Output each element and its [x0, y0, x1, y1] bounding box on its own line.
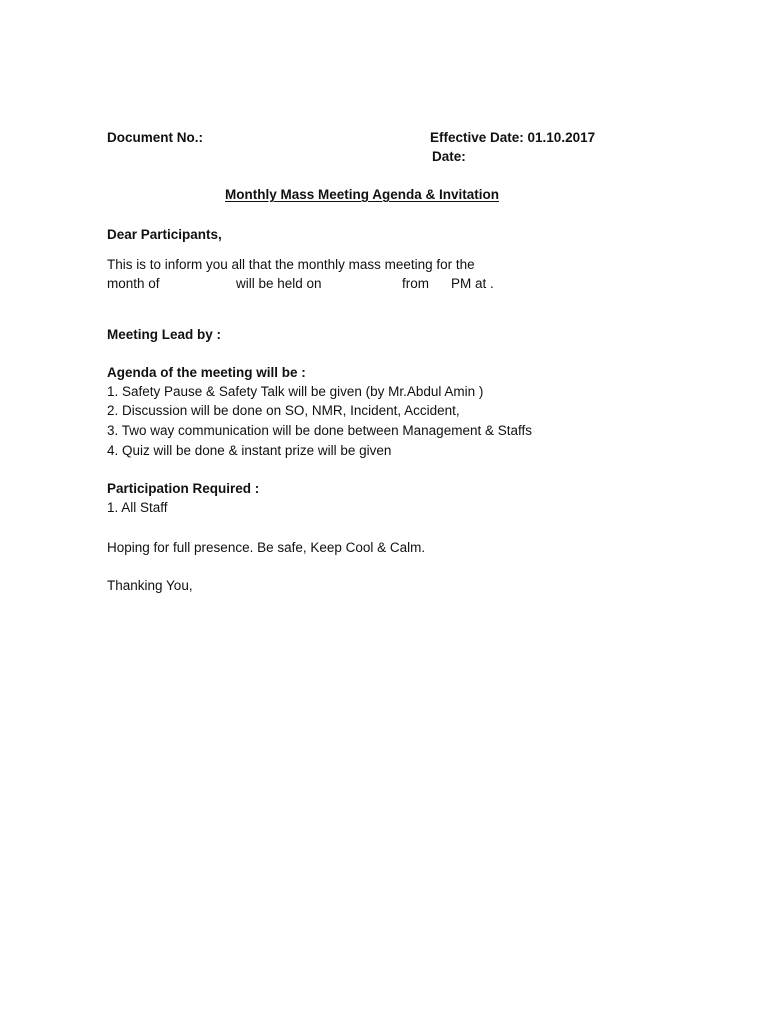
agenda-item: 4. Quiz will be done & instant prize will be given	[107, 443, 392, 458]
date-label: Date:	[432, 149, 466, 164]
intro-pm-at-label: PM at .	[451, 276, 494, 291]
agenda-heading: Agenda of the meeting will be :	[107, 365, 306, 380]
intro-from-label: from	[402, 276, 429, 291]
intro-month-label: month of	[107, 276, 160, 291]
meeting-lead-label: Meeting Lead by :	[107, 327, 222, 342]
intro-line-1: This is to inform you all that the monthly mass meeting for the	[107, 257, 475, 272]
salutation: Dear Participants,	[107, 227, 222, 242]
document-title: Monthly Mass Meeting Agenda & Invitation	[225, 187, 500, 202]
agenda-item: 1. Safety Pause & Safety Talk will be given (by Mr.Abdul Amin )	[107, 384, 484, 399]
closing-note: Hoping for full presence. Be safe, Keep Cool & Calm.	[107, 540, 426, 555]
agenda-item: 2. Discussion will be done on SO, NMR, Incident, Accident,	[107, 403, 460, 418]
participation-item: 1. All Staff	[107, 500, 168, 515]
sign-off: Thanking You,	[107, 578, 193, 593]
agenda-item: 3. Two way communication will be done between Management & Staffs	[107, 423, 532, 438]
intro-held-on-label: will be held on	[236, 276, 322, 291]
effective-date-label: Effective Date: 01.10.2017	[430, 130, 596, 145]
participation-heading: Participation Required :	[107, 481, 260, 496]
document-number-label: Document No.:	[107, 130, 203, 145]
